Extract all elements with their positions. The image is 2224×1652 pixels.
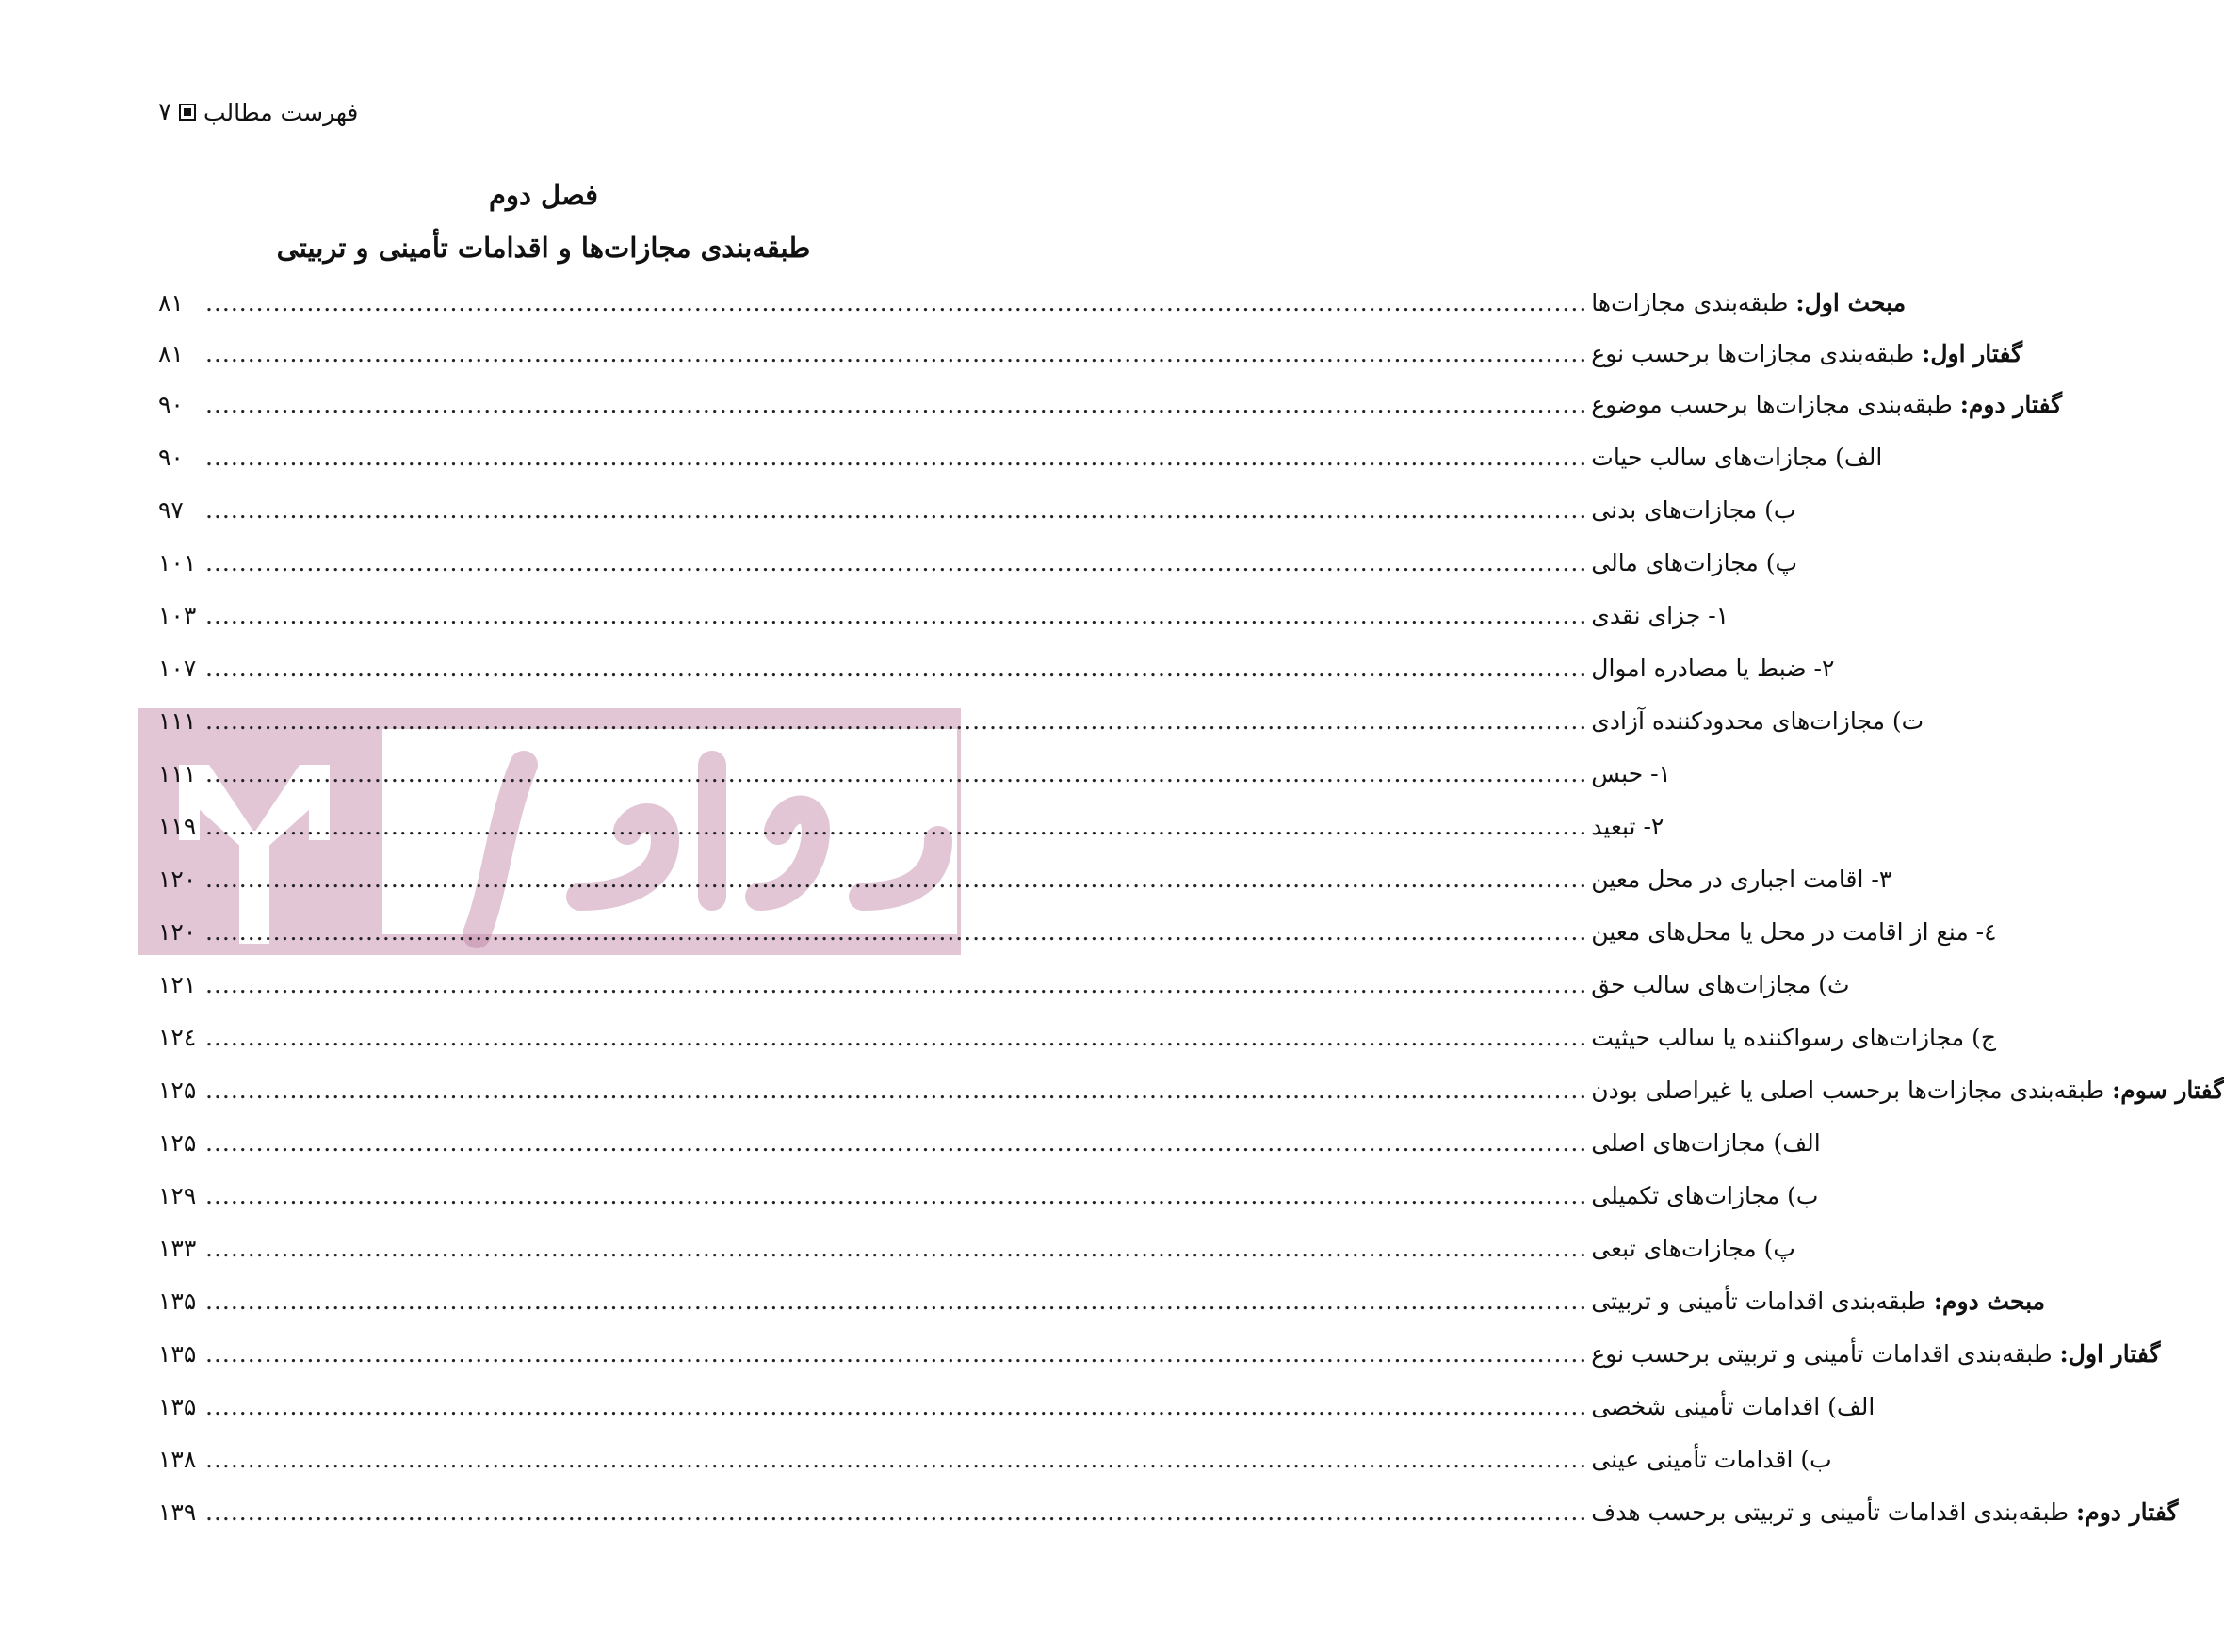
chapter-subtitle: طبقه‌بندی مجازات‌ها و اقدامات تأمینی و تربیتی (276, 232, 811, 264)
toc-entry[interactable]: ۱۱۱ .................................................................................................................................................................... ت) مجازات‌های محدودکننده آزادی (158, 703, 961, 740)
toc-label: گفتار دوم: (1959, 391, 2063, 418)
toc-page-number: ۱۳۹ (158, 1498, 197, 1526)
toc-title: ج) مجازات‌های رسواکننده یا سالب حیثیت (1591, 1024, 1997, 1051)
toc-entry[interactable]: ۹۰ .................................................................................................................................................................... گفتار دوم: طبقه‌بندی مجازات‌ها برحسب موضوع (158, 386, 885, 424)
toc-page-number: ۱۳۵ (158, 1288, 197, 1315)
toc-title: طبقه‌بندی مجازات‌ها برحسب نوع (1591, 340, 1923, 367)
toc-page-number: ۱۱۹ (158, 813, 197, 840)
toc-entry[interactable]: ۱۳۵ .................................................................................................................................................................... گفتار اول: طبقه‌بندی اقدامات تأمینی و تربیتی برحسب نوع (158, 1336, 989, 1373)
toc-entry[interactable]: ۱۳۵ .................................................................................................................................................................... الف) اقدامات تأمینی شخصی (158, 1388, 961, 1426)
toc-label: مبحث دوم: (1933, 1288, 2046, 1315)
toc-label: گفتار سوم: (2112, 1077, 2224, 1104)
toc-entry[interactable]: ۱۳۵ .................................................................................................................................................................... مبحث دوم: طبقه‌بندی اقدامات تأمینی و تربیتی (158, 1283, 1015, 1320)
toc-page-number: ۹۰ (158, 444, 184, 471)
toc-entry[interactable]: ۱۰۱ .................................................................................................................................................................... پ) مجازات‌های مالی (158, 544, 961, 582)
toc-title: ۳- اقامت اجباری در محل معین (1591, 866, 1892, 893)
toc-title: پ) مجازات‌های تبعی (1591, 1235, 1795, 1262)
toc-title: طبقه‌بندی مجازات‌ها (1591, 289, 1796, 316)
toc-entry[interactable]: ۱۰۷ .................................................................................................................................................................... ۲- ضبط یا مصادره اموال (158, 650, 934, 688)
toc-page-number: ۱۲۹ (158, 1182, 197, 1209)
toc-entry[interactable]: ۱۲۰ .................................................................................................................................................................... ٤- منع از اقامت در محل یا محل‌های معین (158, 914, 934, 951)
toc-label: گفتار اول: (1922, 340, 2023, 367)
toc-entry[interactable]: ۱۳۸ .................................................................................................................................................................... ب) اقدامات تأمینی عینی (158, 1441, 961, 1479)
toc-title: طبقه‌بندی اقدامات تأمینی و تربیتی (1591, 1288, 1934, 1315)
toc-page-number: ۱۲۰ (158, 866, 197, 893)
toc-page-number: ۱۰۳ (158, 602, 197, 629)
toc-entry[interactable]: ۱۲۵ .................................................................................................................................................................... گفتار سوم: طبقه‌بندی مجازات‌ها برحسب اصلی یا غیراصلی بودن (158, 1072, 989, 1109)
toc-entry[interactable]: ۱۳۹ .................................................................................................................................................................... گفتار دوم: طبقه‌بندی اقدامات تأمینی و تربیتی برحسب هدف (158, 1494, 989, 1531)
toc-entry[interactable]: ۸۱ .................................................................................................................................................................... مبحث اول: طبقه‌بندی مجازات‌ها (158, 284, 912, 322)
toc-label: گفتار دوم: (2075, 1498, 2179, 1526)
toc-entry[interactable]: ۱۰۳ .................................................................................................................................................................... ۱- جزای نقدی (158, 597, 934, 635)
toc-title: ٤- منع از اقامت در محل یا محل‌های معین (1591, 918, 1997, 946)
toc-title: ت) مجازات‌های محدودکننده آزادی (1591, 707, 1924, 735)
toc-title: ۲- تبعید (1591, 813, 1664, 840)
running-title: فهرست مطالب (203, 98, 359, 126)
toc-page-number: ۱۲۵ (158, 1077, 197, 1104)
toc-entry[interactable]: ۱۳۳ .................................................................................................................................................................... پ) مجازات‌های تبعی (158, 1230, 961, 1268)
toc-title: ب) مجازات‌های تکمیلی (1591, 1182, 1819, 1209)
toc-page-number: ۱۲۵ (158, 1129, 197, 1157)
toc-page-number: ۱۲۰ (158, 918, 197, 946)
toc-title: طبقه‌بندی مجازات‌ها برحسب موضوع (1591, 391, 1960, 418)
toc-entry[interactable]: ۱۲۱ .................................................................................................................................................................... ث) مجازات‌های سالب حق (158, 966, 961, 1004)
toc-title: ث) مجازات‌های سالب حق (1591, 971, 1850, 998)
toc-page-number: ۱۱۱ (158, 760, 197, 787)
toc-entry[interactable]: ۱۲۰ .................................................................................................................................................................... ۳- اقامت اجباری در محل معین (158, 861, 934, 899)
toc-entry[interactable]: ۹۰ .................................................................................................................................................................... الف) مجازات‌های سالب حیات (158, 439, 961, 477)
toc-title: ب) مجازات‌های بدنی (1591, 496, 1796, 524)
toc-entry[interactable]: ۸۱ .................................................................................................................................................................... گفتار اول: طبقه‌بندی مجازات‌ها برحسب نوع (158, 335, 885, 373)
toc-page-number: ۱۱۱ (158, 707, 197, 735)
toc-page-number: ۸۱ (158, 340, 184, 367)
toc-page-number: ۹۷ (158, 496, 184, 524)
page-number: ۷ (158, 98, 171, 126)
toc-entry[interactable]: ۱۱۱ .................................................................................................................................................................... ۱- حبس (158, 755, 934, 793)
toc-entry[interactable]: ۹۷ .................................................................................................................................................................... ب) مجازات‌های بدنی (158, 492, 961, 529)
toc-page-number: ۸۱ (158, 289, 184, 316)
toc-label: مبحث اول: (1795, 289, 1907, 316)
toc-title: طبقه‌بندی اقدامات تأمینی و تربیتی برحسب نوع (1591, 1340, 2060, 1368)
toc-title: ب) اقدامات تأمینی عینی (1591, 1446, 1832, 1473)
toc-title: طبقه‌بندی مجازات‌ها برحسب اصلی یا غیراصلی بودن (1591, 1077, 2113, 1104)
toc-entry[interactable]: ۱۱۹ .................................................................................................................................................................... ۲- تبعید (158, 808, 934, 846)
toc-title: الف) اقدامات تأمینی شخصی (1591, 1393, 1875, 1420)
toc-title: ۱- حبس (1591, 760, 1671, 787)
toc-page-number: ۱۳۵ (158, 1393, 197, 1420)
toc-page-number: ۱۲۱ (158, 971, 197, 998)
toc-page-number: ۱۳۳ (158, 1235, 197, 1262)
toc-page-number: ۹۰ (158, 391, 184, 418)
chapter-title: فصل دوم (489, 179, 598, 211)
toc-title: ۲- ضبط یا مصادره اموال (1591, 655, 1835, 682)
toc-entry[interactable]: ۱۲۵ .................................................................................................................................................................... الف) مجازات‌های اصلی (158, 1125, 961, 1162)
toc-title: طبقه‌بندی اقدامات تأمینی و تربیتی برحسب هدف (1591, 1498, 2076, 1526)
toc-title: الف) مجازات‌های اصلی (1591, 1129, 1821, 1157)
toc-entry[interactable]: ۱۲٤ .................................................................................................................................................................... ج) مجازات‌های رسواکننده یا سالب حیثیت (158, 1019, 961, 1057)
toc-title: ۱- جزای نقدی (1591, 602, 1729, 629)
toc-page-number: ۱۰۷ (158, 655, 197, 682)
toc-entry[interactable]: ۱۲۹ .................................................................................................................................................................... ب) مجازات‌های تکمیلی (158, 1177, 961, 1215)
toc-page-number: ۱۲٤ (158, 1024, 197, 1051)
toc-page-number: ۱۳۵ (158, 1340, 197, 1368)
toc-page-number: ۱۰۱ (158, 549, 197, 576)
toc-title: پ) مجازات‌های مالی (1591, 549, 1797, 576)
toc-title: الف) مجازات‌های سالب حیات (1591, 444, 1883, 471)
toc-page-number: ۱۳۸ (158, 1446, 197, 1473)
toc-label: گفتار اول: (2059, 1340, 2161, 1368)
